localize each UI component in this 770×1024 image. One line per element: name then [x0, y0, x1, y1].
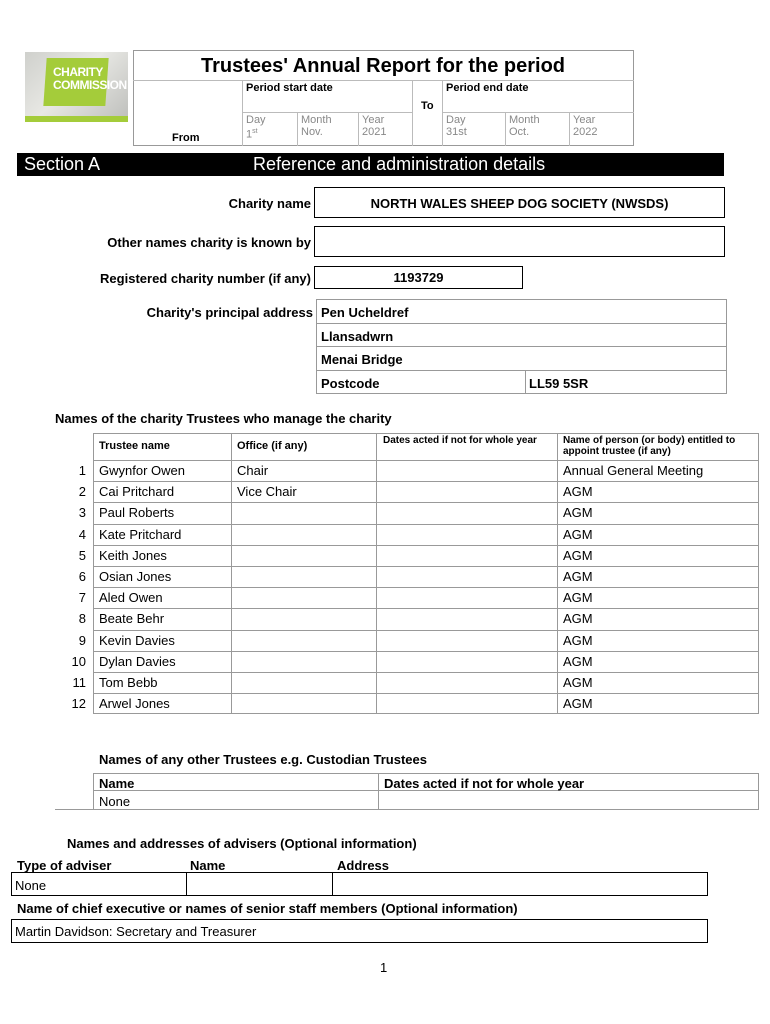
end-day: Day 31st — [446, 114, 467, 138]
trustee-appointer-cell[interactable]: AGM — [563, 632, 593, 648]
trustee-name-cell[interactable]: Beate Behr — [99, 611, 165, 627]
page-number: 1 — [380, 960, 388, 975]
trustee-appointer-cell[interactable]: AGM — [563, 484, 593, 500]
other-names-field[interactable] — [314, 226, 725, 257]
start-month: Month Nov. — [301, 114, 332, 138]
address-line-2[interactable]: Llansadwrn — [321, 329, 394, 344]
trustee-name-cell[interactable]: Dylan Davies — [99, 653, 176, 669]
trustee-appointer-cell[interactable]: AGM — [563, 547, 593, 563]
section-name: Section A — [24, 154, 101, 174]
col-appointer: Name of person (or body) entitled to appoint trustee (if any) — [563, 435, 736, 457]
trustee-row-number: 5 — [78, 547, 86, 563]
trustee-appointer-cell[interactable]: AGM — [563, 696, 593, 712]
col-office: Office (if any) — [237, 440, 308, 452]
col-trustee-name: Trustee name — [99, 440, 170, 452]
trustee-name-cell[interactable]: Kevin Davies — [99, 632, 175, 648]
col-dates: Dates acted if not for whole year — [383, 435, 537, 446]
report-title: Trustees' Annual Report for the period — [200, 55, 566, 77]
trustee-row-number: 7 — [78, 590, 86, 606]
trustees-heading: Names of the charity Trustees who manage the charity — [55, 411, 392, 426]
col-adviser-type: Type of adviser — [17, 858, 112, 873]
reg-number-field[interactable]: 1193729 — [314, 266, 523, 289]
trustee-row-number: 2 — [78, 484, 86, 500]
address-line-3[interactable]: Menai Bridge — [321, 352, 403, 367]
trustee-appointer-cell[interactable]: AGM — [563, 505, 593, 521]
period-start-label: Period start date — [246, 82, 333, 94]
address-line-1[interactable]: Pen Ucheldref — [321, 305, 409, 320]
trustee-row-number: 12 — [71, 696, 86, 712]
trustee-office-cell[interactable]: Chair — [237, 463, 269, 478]
trustee-name-cell[interactable]: Gwynfor Owen — [99, 463, 185, 478]
trustee-row-number: 11 — [72, 675, 86, 690]
trustee-appointer-cell[interactable]: AGM — [563, 569, 593, 584]
start-year: Year 2021 — [362, 114, 387, 138]
trustee-appointer-cell[interactable]: AGM — [563, 653, 593, 669]
col-adviser-address: Address — [337, 858, 390, 873]
chief-exec-heading: Name of chief executive or names of senior staff members (Optional information) — [17, 901, 518, 916]
trustee-row-number: 8 — [78, 611, 86, 627]
section-title: Reference and administration details — [253, 154, 546, 174]
trustee-row-number: 10 — [71, 653, 86, 669]
end-year: Year 2022 — [573, 114, 598, 138]
end-month: Month Oct. — [509, 114, 540, 138]
col-other-name: Name — [99, 776, 135, 791]
trustee-appointer-cell[interactable]: AGM — [563, 675, 593, 690]
chief-exec-value[interactable]: Martin Davidson: Secretary and Treasurer — [15, 924, 257, 939]
trustee-row-number: 9 — [78, 632, 86, 648]
trustee-row-number: 4 — [78, 526, 86, 542]
trustee-appointer-cell[interactable]: AGM — [563, 590, 593, 606]
trustee-name-cell[interactable]: Cai Pritchard — [99, 484, 175, 500]
advisers-heading: Names and addresses of advisers (Optional information) — [67, 836, 417, 851]
trustee-name-cell[interactable]: Aled Owen — [99, 590, 163, 606]
other-names-label: Other names charity is known by — [107, 235, 311, 250]
to-label: To — [421, 100, 434, 112]
trustee-name-cell[interactable]: Osian Jones — [99, 569, 172, 584]
other-trustee-name[interactable]: None — [99, 794, 131, 809]
trustee-appointer-cell[interactable]: AGM — [563, 526, 593, 542]
reg-number-label: Registered charity number (if any) — [100, 271, 311, 286]
trustee-appointer-cell[interactable]: AGM — [563, 611, 593, 627]
trustee-office-cell[interactable]: Vice Chair — [237, 484, 297, 500]
trustee-name-cell[interactable]: Paul Roberts — [99, 505, 175, 521]
trustee-name-cell[interactable]: Keith Jones — [99, 547, 167, 563]
from-label: From — [172, 132, 200, 144]
period-end-label: Period end date — [446, 82, 529, 94]
trustee-row-number: 3 — [78, 505, 86, 521]
charity-name-label: Charity name — [228, 196, 311, 211]
other-trustees-heading: Names of any other Trustees e.g. Custodian Trustees — [99, 752, 427, 767]
col-other-dates: Dates acted if not for whole year — [384, 776, 585, 791]
address-label: Charity's principal address — [146, 305, 313, 320]
col-adviser-name: Name — [190, 858, 226, 873]
trustee-row-number: 1 — [78, 463, 86, 478]
trustee-appointer-cell[interactable]: Annual General Meeting — [563, 463, 704, 478]
advisers-table — [11, 872, 708, 896]
postcode-label: Postcode — [321, 376, 380, 391]
trustee-row-number: 6 — [78, 569, 86, 584]
trustee-name-cell[interactable]: Kate Pritchard — [99, 526, 182, 542]
trustee-name-cell[interactable]: Arwel Jones — [99, 696, 170, 712]
postcode-field[interactable]: LL59 5SR — [529, 376, 589, 391]
charity-name-field[interactable]: NORTH WALES SHEEP DOG SOCIETY (NWSDS) — [314, 187, 725, 218]
charity-commission-logo: CHARITY COMMISSION — [25, 52, 128, 122]
section-a-bar — [17, 153, 724, 176]
adviser-type-value[interactable]: None — [15, 878, 47, 893]
trustee-name-cell[interactable]: Tom Bebb — [99, 675, 158, 690]
start-day: Day 1st — [246, 114, 266, 141]
